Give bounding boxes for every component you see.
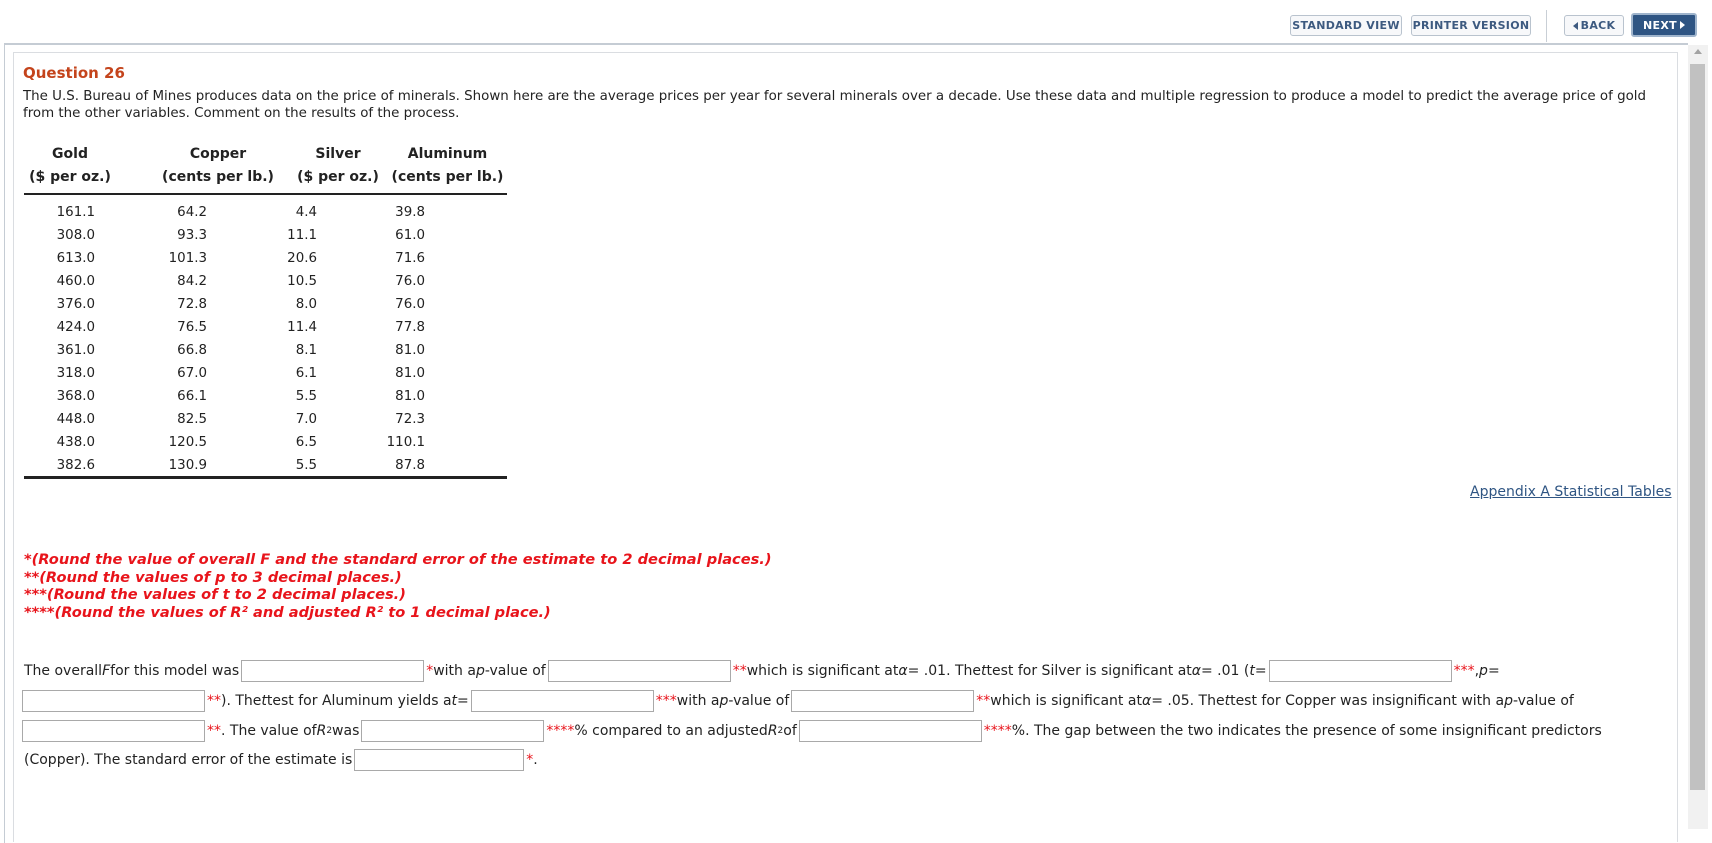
text: t [1224, 693, 1231, 709]
table-row [24, 247, 507, 270]
text: -value of [1512, 693, 1574, 709]
header-aluminum-unit: (cents per lb.) [391, 169, 504, 185]
table-cell: 5.5 [295, 389, 317, 404]
table-cell: 66.1 [177, 389, 207, 404]
note-1: *(Round the value of overall F and the standard error of the estimate to 2 decimal places.) [24, 551, 772, 568]
note-2: **(Round the values of p to 3 decimal places.) [24, 568, 402, 586]
table-cell: 20.6 [287, 251, 317, 266]
header-silver-name: Silver [315, 146, 361, 162]
required-marker: * [526, 752, 534, 768]
text: p [1504, 693, 1513, 709]
appendix-link[interactable]: Appendix A Statistical Tables [1470, 484, 1672, 500]
table-cell: 130.9 [168, 458, 207, 473]
table-row [24, 270, 507, 293]
header-silver [285, 143, 391, 189]
question-title: Question 26 [23, 64, 125, 82]
table-row [24, 454, 507, 477]
text: . [533, 752, 538, 768]
standard-view-button[interactable]: STANDARD VIEW [1290, 15, 1402, 36]
table-row [24, 408, 507, 431]
scroll-up-arrow-icon[interactable] [1694, 49, 1702, 54]
table-row [24, 431, 507, 454]
answer-line-4 [24, 749, 538, 771]
text: t [1249, 663, 1255, 679]
table-cell: 76.0 [395, 274, 425, 289]
answer-line-1 [24, 660, 1500, 682]
table-cell: 8.0 [295, 297, 317, 312]
text: F [102, 663, 111, 679]
table-cell: 67.0 [177, 366, 207, 381]
text: test for Silver is significant at [986, 663, 1192, 679]
text: was [332, 723, 360, 739]
scrollbar[interactable] [1688, 45, 1708, 829]
table-cell: 81.0 [395, 389, 425, 404]
text: which is significant at [990, 693, 1142, 709]
text: = [457, 693, 469, 709]
note-4: ****(Round the values of R² and adjusted R² to 1 decimal place.) [24, 603, 551, 621]
question-intro: The U.S. Bureau of Mines produces data on the price of minerals. Shown here are the average prices per year for several minerals over a decade. Use these data and multiple regression to produce a model to predict the average price of gold from the other variables. Comment on the results of the process. [23, 89, 1646, 121]
text: ). The [221, 693, 262, 709]
text: t [981, 663, 987, 679]
text: p [475, 663, 485, 679]
table-cell: 361.0 [56, 343, 95, 358]
text: , [1474, 663, 1480, 679]
required-marker: ** [732, 663, 747, 679]
table-cell: 376.0 [56, 297, 95, 312]
header-copper-name: Copper [189, 146, 247, 162]
table-cell: 76.0 [395, 297, 425, 312]
header-aluminum [388, 143, 507, 189]
header-gold-name: Gold [52, 146, 88, 162]
aluminum-t-input[interactable] [471, 690, 654, 712]
text: = .01 ( [1201, 663, 1250, 679]
next-label: NEXT [1643, 18, 1677, 32]
table-row [24, 293, 507, 316]
note-3: ***(Round the values of t to 2 decimal places.) [24, 586, 406, 603]
text: R [316, 723, 327, 739]
table-row [24, 362, 507, 385]
copper-p-value-input[interactable] [22, 720, 205, 742]
standard-error-input[interactable] [354, 749, 524, 771]
table-cell: 76.5 [177, 320, 207, 335]
required-marker: **** [983, 723, 1012, 739]
next-button[interactable] [1631, 13, 1697, 37]
text: . The value of [221, 723, 317, 739]
table-cell: 77.8 [395, 320, 425, 335]
table-cell: 368.0 [56, 389, 95, 404]
table-cell: 6.1 [295, 366, 317, 381]
aluminum-p-value-input[interactable] [791, 690, 974, 712]
text: test for Aluminum yields a [266, 693, 452, 709]
text: % compared to an adjusted [574, 723, 768, 739]
table-cell: 39.8 [395, 205, 425, 220]
table-body [24, 201, 507, 477]
table-cell: 87.8 [395, 458, 425, 473]
table-cell: 438.0 [56, 435, 95, 450]
printer-version-button[interactable]: PRINTER VERSION [1411, 15, 1531, 36]
text: with a [676, 693, 720, 709]
header-gold [24, 143, 116, 189]
required-marker: * [426, 663, 434, 679]
table-cell: 161.1 [56, 205, 95, 220]
table-cell: 11.4 [287, 320, 317, 335]
table-row [24, 316, 507, 339]
table-cell: 82.5 [177, 412, 207, 427]
table-cell: 460.0 [56, 274, 95, 289]
text: t [451, 693, 458, 709]
text: (Copper). The standard error of the estimate is [24, 752, 353, 768]
required-marker: ** [976, 693, 991, 709]
text: of [783, 723, 797, 739]
table-cell: 84.2 [177, 274, 207, 289]
table-cell: 6.5 [295, 435, 317, 450]
text: with a [433, 663, 476, 679]
adjusted-r-squared-input[interactable] [799, 720, 982, 742]
answer-line-2 [24, 690, 1574, 712]
rounding-notes [24, 551, 772, 621]
table-cell: 101.3 [168, 251, 207, 266]
table-cell: 7.0 [295, 412, 317, 427]
table-row [24, 339, 507, 362]
r-squared-input[interactable] [361, 720, 544, 742]
text: α [898, 663, 908, 679]
back-button[interactable] [1564, 15, 1624, 36]
silver-p-input[interactable] [22, 690, 205, 712]
text: = .01. The [907, 663, 982, 679]
text: t [261, 693, 267, 709]
table-cell: 382.6 [56, 458, 95, 473]
chevron-right-icon [1680, 21, 1685, 29]
table-row [24, 385, 507, 408]
table-row [24, 201, 507, 224]
table-header [24, 143, 507, 191]
required-marker: ** [207, 693, 221, 709]
table-cell: 81.0 [395, 366, 425, 381]
table-cell: 66.8 [177, 343, 207, 358]
table-cell: 424.0 [56, 320, 95, 335]
back-label: BACK [1580, 19, 1616, 32]
overall-p-value-input[interactable] [548, 660, 731, 682]
required-marker: ** [207, 723, 221, 739]
header-silver-unit: ($ per oz.) [297, 169, 379, 185]
table-cell: 81.0 [395, 343, 425, 358]
table-bottom-rule [24, 476, 507, 479]
table-cell: 10.5 [287, 274, 317, 289]
text: R [767, 723, 778, 739]
header-aluminum-name: Aluminum [407, 146, 488, 162]
table-cell: 72.8 [177, 297, 207, 312]
silver-t-input[interactable] [1269, 660, 1452, 682]
text: = [1487, 663, 1500, 679]
text: which is significant at [746, 663, 899, 679]
toolbar-divider [1546, 10, 1547, 42]
table-cell: 613.0 [56, 251, 95, 266]
table-cell: 110.1 [386, 435, 425, 450]
table-cell: 11.1 [287, 228, 317, 243]
text: %. The gap between the two indicates the presence of some insignificant predictors [1011, 723, 1602, 739]
chevron-left-icon [1573, 22, 1578, 30]
text: = [1254, 663, 1267, 679]
text: = .05. The [1151, 693, 1225, 709]
answer-line-3: ** . The value of R 2 was **** % compared to an adjusted R 2 of **** %. The gap between the two indicates the presence of some insignificant predictors [24, 720, 1602, 742]
table-cell: 93.3 [177, 228, 207, 243]
table-cell: 448.0 [56, 412, 95, 427]
text: -value of [728, 693, 790, 709]
text: p [1479, 663, 1488, 679]
table-cell: 61.0 [395, 228, 425, 243]
text: test for Copper was insignificant with a [1230, 693, 1505, 709]
text: for this model was [110, 663, 240, 679]
text: The overall [24, 663, 103, 679]
overall-f-input[interactable] [241, 660, 424, 682]
table-cell: 308.0 [56, 228, 95, 243]
text: -value of [484, 663, 546, 679]
text: α [1141, 693, 1152, 709]
minerals-table [24, 143, 507, 473]
table-cell: 4.4 [295, 205, 317, 220]
table-row [24, 224, 507, 247]
table-cell: 8.1 [295, 343, 317, 358]
table-top-rule [24, 193, 507, 195]
top-toolbar [0, 0, 1712, 44]
table-cell: 72.3 [395, 412, 425, 427]
table-cell: 64.2 [177, 205, 207, 220]
required-marker: **** [546, 723, 575, 739]
header-gold-unit: ($ per oz.) [29, 169, 111, 185]
header-copper-unit: (cents per lb.) [162, 169, 274, 185]
text: p [719, 693, 729, 709]
scroll-thumb[interactable] [1690, 64, 1705, 790]
table-cell: 318.0 [56, 366, 95, 381]
table-cell: 5.5 [295, 458, 317, 473]
required-marker: *** [1453, 663, 1475, 679]
text: α [1191, 663, 1201, 679]
table-cell: 120.5 [168, 435, 207, 450]
table-cell: 71.6 [395, 251, 425, 266]
header-copper [152, 143, 284, 189]
required-marker: *** [655, 693, 677, 709]
